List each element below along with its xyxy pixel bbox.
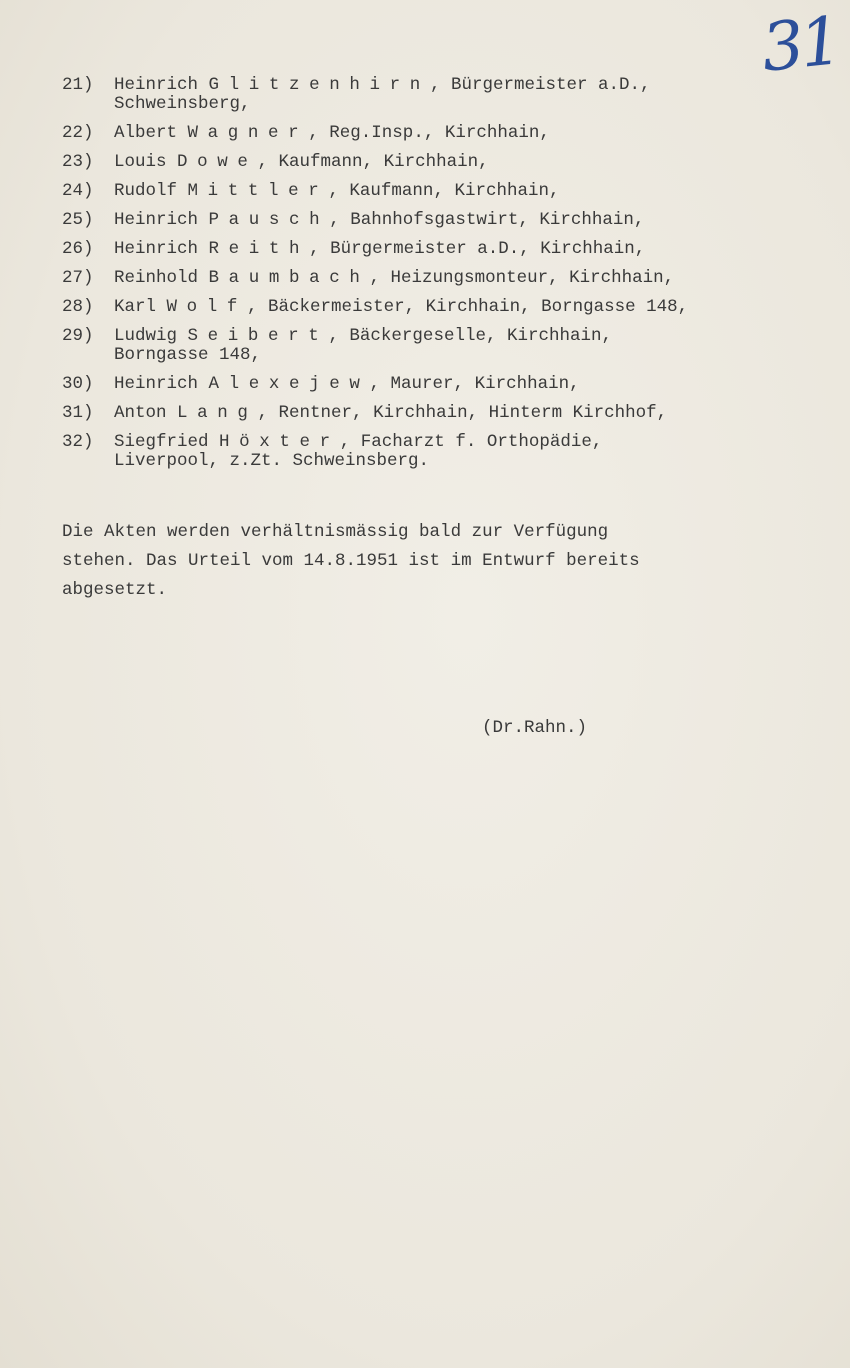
surname: Lang xyxy=(177,403,258,423)
entry-details: , Rentner, Kirchhain, Hinterm Kirchhof, xyxy=(257,403,668,423)
surname: Wagner xyxy=(187,123,309,143)
handwritten-page-number: 31 xyxy=(758,2,842,87)
surname: Dowe xyxy=(177,152,258,172)
entry-continuation: Liverpool, z.Zt. Schweinsberg. xyxy=(114,451,430,471)
entry-details: , Kaufmann, Kirchhain, xyxy=(328,181,560,201)
entry-continuation: Schweinsberg, xyxy=(114,94,251,114)
entry-number: 27) xyxy=(62,268,94,288)
first-name: Ludwig xyxy=(114,326,178,346)
entry-number: 24) xyxy=(62,181,94,201)
paragraph-line: abgesetzt. xyxy=(62,580,168,600)
list-item xyxy=(62,327,822,365)
entry-details: , Heizungsmonteur, Kirchhain, xyxy=(369,268,675,288)
first-name: Anton xyxy=(114,403,167,423)
surname: Reith xyxy=(208,239,310,259)
entry-details: , Kaufmann, Kirchhain, xyxy=(257,152,489,172)
entry-number: 23) xyxy=(62,152,94,172)
first-name: Louis xyxy=(114,152,167,172)
entry-details: , Bäckermeister, Kirchhain, Borngasse 148, xyxy=(247,297,689,317)
entry-number: 22) xyxy=(62,123,94,143)
first-name: Reinhold xyxy=(114,268,199,288)
first-name: Rudolf xyxy=(114,181,178,201)
entry-details: , Bürgermeister a.D., Kirchhain, xyxy=(309,239,646,259)
surname: Pausch xyxy=(208,210,330,230)
list-item xyxy=(62,211,822,230)
surname: Alexejew xyxy=(208,374,370,394)
entry-details: , Reg.Insp., Kirchhain, xyxy=(308,123,550,143)
entry-number: 29) xyxy=(62,326,94,346)
list-item xyxy=(62,182,822,201)
list-item xyxy=(62,124,822,143)
surname: Seibert xyxy=(187,326,329,346)
list-item xyxy=(62,298,822,317)
entry-number: 25) xyxy=(62,210,94,230)
first-name: Siegfried xyxy=(114,432,209,452)
list-item xyxy=(62,240,822,259)
first-name: Karl xyxy=(114,297,157,317)
list-item xyxy=(62,269,822,288)
list-item xyxy=(62,433,822,471)
entry-number: 28) xyxy=(62,297,94,317)
entry-details: , Facharzt f. Orthopädie, xyxy=(339,432,603,452)
first-name: Heinrich xyxy=(114,75,199,95)
entry-number: 31) xyxy=(62,403,94,423)
entry-number: 21) xyxy=(62,75,94,95)
first-name: Heinrich xyxy=(114,210,199,230)
surname: Höxter xyxy=(219,432,340,452)
surname: Mittler xyxy=(187,181,329,201)
first-name: Heinrich xyxy=(114,374,199,394)
entry-details: , Bürgermeister a.D., xyxy=(429,75,651,95)
surname: Wolf xyxy=(166,297,248,317)
surname: Glitzenhirn xyxy=(208,75,430,95)
witness-list xyxy=(62,76,822,481)
list-item xyxy=(62,76,822,114)
entry-details: , Bäckergeselle, Kirchhain, xyxy=(328,326,612,346)
list-item xyxy=(62,153,822,172)
entry-number: 32) xyxy=(62,432,94,452)
list-item xyxy=(62,375,822,394)
first-name: Heinrich xyxy=(114,239,199,259)
surname: Baumbach xyxy=(208,268,370,288)
first-name: Albert xyxy=(114,123,178,143)
signature: (Dr.Rahn.) xyxy=(482,718,588,738)
paragraph-line: stehen. Das Urteil vom 14.8.1951 ist im Entwurf bereits xyxy=(62,551,640,571)
closing-paragraph xyxy=(62,518,792,605)
entry-number: 26) xyxy=(62,239,94,259)
entry-continuation: Borngasse 148, xyxy=(114,345,262,365)
list-item xyxy=(62,404,822,423)
entry-number: 30) xyxy=(62,374,94,394)
entry-details: , Maurer, Kirchhain, xyxy=(369,374,580,394)
entry-details: , Bahnhofsgastwirt, Kirchhain, xyxy=(329,210,645,230)
paragraph-line: Die Akten werden verhältnismässig bald zur Verfügung xyxy=(62,522,609,542)
